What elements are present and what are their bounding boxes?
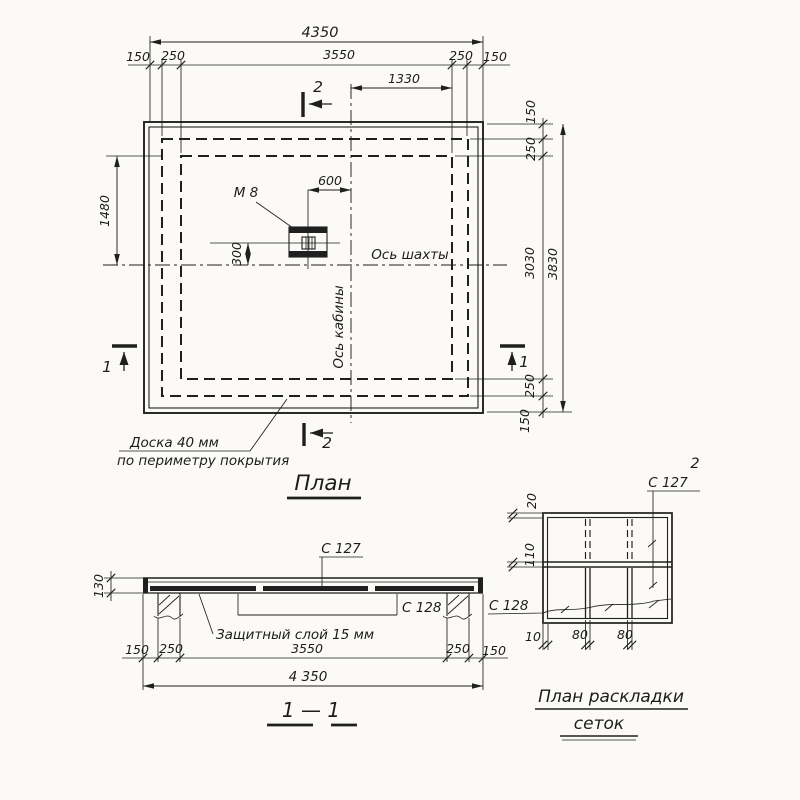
section-thickness-dim [91, 571, 143, 601]
dim-110: 110 [522, 543, 537, 567]
dim-4350: 4 350 [288, 669, 328, 685]
dim-3550: 3550 [291, 641, 323, 656]
dim-150: 150 [483, 49, 507, 64]
c128-label: С 128 [402, 600, 442, 616]
hatch-line [159, 595, 170, 605]
dim-20: 20 [524, 493, 539, 509]
section-c128-label [238, 594, 442, 616]
note-leader-line [199, 594, 213, 634]
mesh-band [375, 586, 474, 591]
dim-150: 150 [482, 643, 506, 658]
dim-250: 250 [159, 641, 183, 656]
support-wall-left [154, 593, 183, 619]
hatch-line [159, 596, 179, 614]
section-title: 1 — 1 [281, 698, 341, 722]
leader-tick [648, 540, 656, 547]
section-mark-2-label: 2 [313, 78, 323, 96]
dim-1330: 1330 [388, 71, 420, 86]
section-view [91, 541, 508, 725]
section-mark-1-right [500, 346, 529, 371]
plan-hidden-edge-outer [162, 139, 468, 396]
mesh-layout-view [488, 456, 700, 740]
dim-250: 250 [523, 137, 538, 161]
plan-right-dimensions [455, 100, 572, 433]
dim-4350: 4350 [301, 25, 339, 41]
note-leader-line [250, 399, 287, 451]
plan-inner-wall [149, 127, 478, 408]
mesh-left-dimensions [507, 493, 543, 571]
dim-80: 80 [572, 627, 588, 642]
plan-outer-wall [144, 122, 483, 413]
support-wall-right [443, 593, 472, 619]
board-note [117, 399, 289, 469]
section-mark-2-bottom [304, 423, 333, 452]
c127-label: С 127 [321, 541, 361, 557]
mesh-c127-label [647, 475, 700, 589]
dim-600: 600 [318, 173, 342, 188]
c128-label: С 128 [489, 598, 529, 614]
mesh-band [150, 586, 256, 591]
slab-end-cap [478, 578, 483, 593]
hatch-line [448, 596, 468, 614]
dim-150: 150 [126, 49, 150, 64]
board-note-line2: по периметру покрытия [117, 453, 290, 469]
dim-3550: 3550 [323, 47, 355, 62]
plan-hidden-edge-inner [181, 156, 452, 379]
mesh-title-line2: сеток [573, 714, 625, 734]
dim-250: 250 [161, 48, 185, 63]
anchor-m8-label: М 8 [233, 185, 259, 201]
section-mark-2-top [303, 78, 332, 117]
dim-150: 150 [517, 409, 532, 433]
dim-10: 10 [525, 629, 541, 644]
dim-130: 130 [91, 574, 106, 598]
cover-note-text: Защитный слой 15 мм [216, 627, 375, 643]
dim-250: 250 [446, 641, 470, 656]
mesh-bottom-dimensions [525, 620, 636, 650]
dim-150: 150 [125, 642, 149, 657]
view-mark-2: 2 [690, 456, 700, 472]
slab-end-cap [143, 578, 148, 593]
dim-80: 80 [617, 627, 633, 642]
plan-title: План [294, 471, 352, 496]
dim-3830: 3830 [545, 248, 560, 280]
section-mark-2-label: 2 [322, 434, 332, 452]
dim-3030: 3030 [522, 247, 537, 279]
dim-1480: 1480 [97, 195, 112, 227]
c127-label: С 127 [648, 475, 688, 491]
cabin-axis-label: Ось кабины [331, 285, 347, 369]
hatch-line [448, 595, 459, 605]
dim-250: 250 [449, 48, 473, 63]
mesh-inner-border [548, 518, 668, 619]
dim-250: 250 [522, 374, 537, 398]
board-note-line1: Доска 40 мм [130, 435, 219, 451]
shaft-axis-label: Ось шахты [371, 247, 449, 263]
cover-note [199, 594, 374, 643]
plan-view [97, 25, 572, 498]
mesh-title-line1: План раскладки [538, 687, 684, 707]
section-mark-1-label: 1 [519, 353, 529, 371]
dim-300: 300 [229, 242, 244, 266]
anchor-leader-line [256, 202, 293, 228]
section-mark-1-left [102, 346, 137, 376]
section-mark-1-label: 1 [102, 358, 112, 376]
dim-150: 150 [523, 100, 538, 124]
mesh-band [263, 586, 368, 591]
